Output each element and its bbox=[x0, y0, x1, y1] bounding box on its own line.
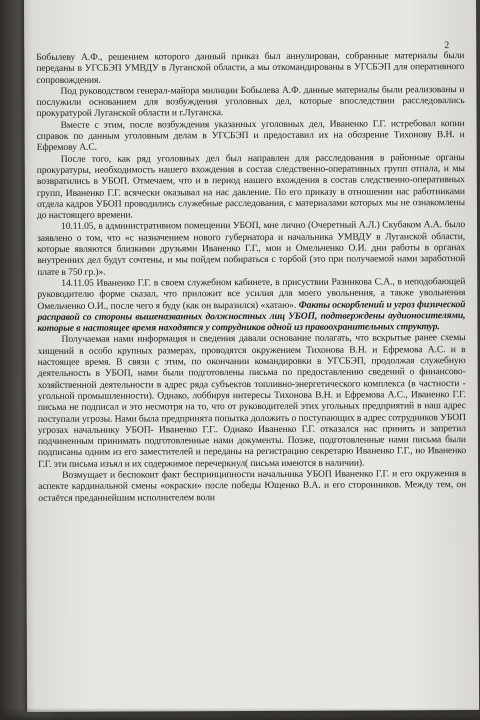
paragraph-text: 10.11.05, в административном помещении УБОП, мне лично (Очеретный А.Л.) Скубаком А.А. было заявлено о том, что «с назначением нового губернатора и начальника УМВДУ в Луганской области, которые являются близкими друзьями Иваненко Г.Г., мои и Омельченко О.И. дни работы в органах внутренних дел будут сочтены, и мы пойдем побираться с торбой (это при получаемой нами заработной плате в 750 гр.)». bbox=[37, 219, 466, 278]
paragraph-text: Возмущает и беспокоит факт беспринципности начальника УБОП Иваненко Г.Г. и его окружения в аспекте кардинальной смены «окраски» после победы Ющенко В.А. и его сторонников. Между тем, он остаётся преданнейшим исполнителем воли bbox=[38, 468, 467, 504]
bottom-shadow bbox=[0, 708, 480, 720]
paragraph-text: 14.11.05 Иваненко Г.Г. в своем служебном кабинете, в присуствии Разинкова С.А., в неподобающей руководителю форме сказал, что приложит все усилия для моего увольнения, а также увольнения Омельченко О.И., после чего я буду (как он выразился) «хатаю». bbox=[37, 276, 466, 312]
paragraph-text: После того, как ряд уголовных дел был направлен для расследования в районные органы прокуратуры, необходимость нашего вхождения в состав следственно-оперативных групп отпала, и мы возвратились в УБОП. Отмечаем, что и в период нашего вхождения в состав следственно-оперативных групп, Иваненко Г.Г. всячески оказывал на нас давление. По его приказу в отношении нас работниками отдела кадров УБОП проводились служебные расследования, с материалами которых мы не ознакомлены до настоящего времени. bbox=[36, 151, 465, 222]
body-paragraph bbox=[37, 276, 465, 334]
paragraph-text: Вместе с этим, после возбуждения указанных уголовных дел, Иваненко Г.Г. истребовал копии справок по данным уголовным делам в УГСБЭП и предоставил их на обозрение Тихонову В.Н. и Ефремову А.С. bbox=[36, 117, 465, 154]
paragraph-text: Получаемая нами информация и сведения давали основание полагать, что вскрытые ранее схемы хищений в особо крупных размерах, проводятся окружением Тихонова В.Н. и Ефремова А.С. и в настоящее время. В связи с этим, по окончании командировки в УГСБЭП, продолжая служебную деятельность в УБОП, нами были подготовлены письма по предоставлению сведений о финансово-хозяйственной деятельности в адрес ряда субъектов топливно-энергетического комплекса (в частности - угольной промышленности). Однако, лоббируя интересы Тихонова В.Н. и Ефремова А.С., Иваненко Г.Г. письма не подписал и это несмотря на то, что от руководителей этих угольных предприятий в наш адрес поступали угрозы. Нами была предпринята попытка доложить о поступающих в адрес сотрудников УБОП угрозах начальнику УБОП- Иваненко Г.Г.. Однако Иваненко Г.Г. отказался нас принять и запретил подчиненным принимать подготовленные нами документы. Позже, подготовленные нами письма были подписаны одним из его заместителей и переданы на регистрацию секретарю Иваненко Г.Г., но Иваненко Г.Г. эти письма изъял и их содержимое перечеркнул( письма имеются в наличии). bbox=[37, 332, 467, 470]
body-paragraph bbox=[38, 468, 466, 504]
paragraph-text: Под руководством генерал-майора милиции Бобылева А.Ф. данные материалы были реализованы и послужили основанием для возбуждения уголовных дел, которые впоследствии расследовались прокуратурой Луганской области и г.Луганска. bbox=[36, 83, 465, 120]
body-paragraph bbox=[37, 220, 465, 278]
body-paragraph bbox=[37, 152, 465, 222]
page-number: 2 bbox=[444, 40, 450, 52]
emphasized-text: Факты оскорблений и угроз физической расправой со стороны вышеназванных должностных лиц УБОП, подтверждены аудионосителями, которые в настоящее время находятся у сотрудников одной из правоохранительных структур. bbox=[37, 298, 466, 335]
document-page bbox=[24, 0, 479, 712]
body-paragraph bbox=[37, 118, 465, 154]
body-paragraph bbox=[38, 332, 467, 469]
paragraph-text: Бобылеву А.Ф., решением которого данный приказ был аннулирован, собранные материалы были переданы в УГСБЭП УМВДУ в Луганской области, а мы откомандированы в УГСБЭП для оперативного сопровождения. bbox=[36, 50, 465, 86]
body-paragraph bbox=[36, 50, 464, 86]
document-body bbox=[36, 50, 466, 504]
body-paragraph bbox=[36, 84, 464, 120]
